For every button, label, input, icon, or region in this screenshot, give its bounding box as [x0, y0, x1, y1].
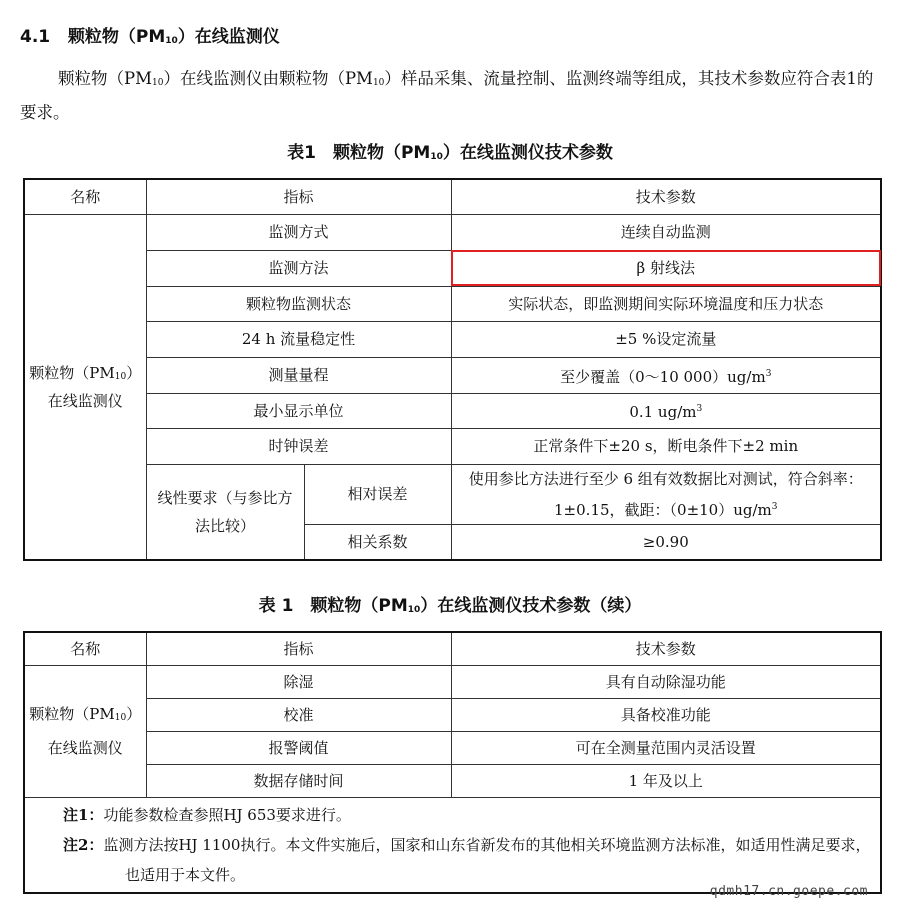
intro-paragraph: 颗粒物$(PM_{10})$在线监测仪由颗粒物$(PM_{10})$样品采集、流量控制、监测终端等组成，其技术参数应符合表1的要求。 — [20, 69, 874, 122]
table-row — [24, 428, 881, 464]
section-title: 4.1 颗粒物$(PM_{10})$在线监测仪 — [20, 27, 280, 47]
header-index: 指标 — [146, 179, 451, 214]
table1b-header-row — [24, 632, 881, 665]
table1-continued — [23, 631, 882, 894]
correlation-param: ≥0.90 — [451, 524, 881, 560]
param-cell: 至少覆盖（0～10 $000)ug/m^3$ — [451, 357, 881, 393]
index-cell: 监测方法 — [146, 250, 451, 286]
index-cell: 数据存储时间 — [146, 764, 451, 797]
param-cell: 连续自动监测 — [451, 214, 881, 250]
index-cell: 监测方式 — [146, 214, 451, 250]
index-cell: 除湿 — [146, 665, 451, 698]
relative-error-cell: 相对误差 — [304, 464, 451, 524]
table-row — [24, 393, 881, 428]
header-name: 名称 — [24, 179, 146, 214]
param-cell: 0.1 $ug/m^3$ — [451, 393, 881, 428]
table-row — [24, 464, 881, 524]
table-row — [24, 321, 881, 357]
index-cell: 校准 — [146, 698, 451, 731]
table-row — [24, 698, 881, 731]
index-cell: 24 h 流量稳定性 — [146, 321, 451, 357]
param-cell: 实际状态，即监测期间实际环境温度和压力状态 — [451, 286, 881, 321]
relative-error-param: 使用参比方法进行至少 6 组有效数据比对测试，符合斜率： 1±0.15，截距：$(0\pm 10)ug/m^3$ — [451, 464, 881, 524]
param-cell: ±5 %设定流量 — [451, 321, 881, 357]
index-cell: 颗粒物监测状态 — [146, 286, 451, 321]
notes-cell — [24, 797, 881, 893]
index-cell: 最小显示单位 — [146, 393, 451, 428]
linear-requirement-cell: 线性要求（与参比方法比较） — [146, 464, 304, 560]
param-cell: 正常条件下±20 s，断电条件下±2 min — [451, 428, 881, 464]
name-cell: 颗粒物$(PM_{10})$ 在线监测仪 — [24, 214, 146, 560]
correlation-cell: 相关系数 — [304, 524, 451, 560]
table-row — [24, 286, 881, 321]
table1 — [23, 178, 882, 561]
index-cell: 时钟误差 — [146, 428, 451, 464]
header-param: 技术参数 — [451, 179, 881, 214]
index-cell: 测量量程 — [146, 357, 451, 393]
table-row — [24, 731, 881, 764]
header-param: 技术参数 — [451, 632, 881, 665]
table-row — [24, 665, 881, 698]
table1-caption: 表1 颗粒物$(PM_{10})$在线监测仪技术参数 — [287, 143, 613, 163]
note-1: 注1：功能参数检查参照HJ 653要求进行。 — [63, 805, 351, 824]
index-cell: 报警阈值 — [146, 731, 451, 764]
param-cell-highlighted: β 射线法 — [451, 250, 881, 286]
name-cell: 颗粒物$(PM_{10})$ 在线监测仪 — [24, 665, 146, 797]
header-index: 指标 — [146, 632, 451, 665]
table-row — [24, 250, 881, 286]
param-cell: 1 年及以上 — [451, 764, 881, 797]
watermark: qdmh17.cn.goepe.com — [709, 884, 868, 899]
table1b-caption: 表 1 颗粒物$(PM_{10})$在线监测仪技术参数（续） — [258, 596, 642, 616]
param-cell: 具有自动除湿功能 — [451, 665, 881, 698]
table-row — [24, 357, 881, 393]
note-2: 注2：监测方法按HJ 1100执行。本文件实施后，国家和山东省新发布的其他相关环境监测方法标准，如适用性满足要求，也适用于本文件。 — [63, 835, 871, 884]
table-row — [24, 214, 881, 250]
param-cell: 具备校准功能 — [451, 698, 881, 731]
notes-row — [24, 797, 881, 893]
header-name: 名称 — [24, 632, 146, 665]
table1-header-row — [24, 179, 881, 214]
table-row — [24, 764, 881, 797]
param-cell: 可在全测量范围内灵活设置 — [451, 731, 881, 764]
